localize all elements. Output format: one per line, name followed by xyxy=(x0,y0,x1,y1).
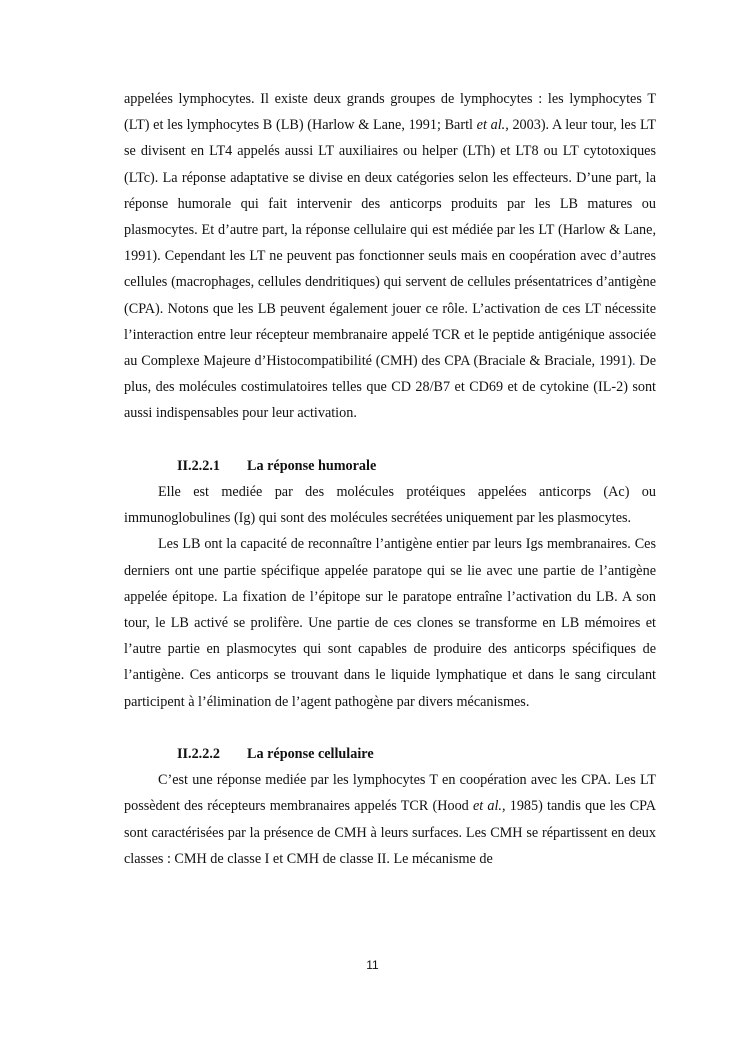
text-run: appelées lymphocytes. Il existe deux grands groupes de lymphocytes : les lymphocytes T (LT) et les lymphocytes B (LB) (Harlow & Lane, 1991; Bartl xyxy=(124,91,656,134)
section-heading-humorale xyxy=(124,453,656,479)
paragraph-humorale-2: Les LB ont la capacité de reconnaître l’antigène entier par leurs Igs membranaires. Ces derniers ont une partie spécifique appelée paratope qui se lie avec une partie de l’antigène appelée épitope. La fixation de l’épitope sur le paratope entraîne l’activation du LB. A son tour, le LB activé se prolifère. Une partie de ces clones se transforme en LB mémoires et l’autre partie en plasmocytes qui sont capables de produire des anticorps spécifiques de l’antigène. Ces anticorps se trouvant dans le liquide lymphatique et dans le sang circulant participent à l’élimination de l’agent pathogène par divers mécanismes. xyxy=(124,536,656,710)
section-title: La réponse humorale xyxy=(247,457,377,474)
text-run: C’est une réponse mediée par les lymphocytes T en coopération avec les CPA. Les LT possèdent des récepteurs membranaires appelés TCR (Hood xyxy=(124,772,656,815)
page-number: 11 xyxy=(366,958,379,972)
document-body xyxy=(124,86,656,872)
spacer xyxy=(124,427,656,453)
text-run: , 1985) tandis que les CPA sont caractérisées par la présence de CMH à leurs surfaces. Les CMH se répartissent en deux classes : CMH de classe I et CMH de classe II. Le mécanisme de xyxy=(124,798,656,867)
section-title: La réponse cellulaire xyxy=(247,746,374,763)
paragraph-humorale-1: Elle est mediée par des molécules protéiques appelées anticorps (Ac) ou immunoglobulines (Ig) qui sont des molécules secrétées uniquement par les plasmocytes. xyxy=(124,484,656,527)
spacer xyxy=(124,715,656,741)
paragraph-lymphocytes xyxy=(124,86,656,427)
paragraph-cellulaire-1 xyxy=(124,767,656,872)
italic-citation: et al. xyxy=(476,117,506,134)
italic-citation: et al. xyxy=(472,798,502,815)
section-number: II.2.2.2 xyxy=(177,746,220,763)
text-run: De plus, des molécules costimulatoires telles que CD 28/B7 et CD69 et de cytokine (IL-2) sont aussi indispensables pour leur activation. xyxy=(124,353,656,422)
text-run: , 2003). A leur tour, les LT se divisent en LT4 appelés aussi LT auxiliaires ou helper (LTh) et LT8 ou LT cytotoxiques (LTc). La réponse adaptative se divise en deux catégories selon les effecteurs. D’une part, la réponse humorale qui fait intervenir des anticorps produits par les LB matures ou plasmocytes. Et d’autre part, la réponse cellulaire qui est médiée par les LT (Harlow & Lane, 1991). Cependant les LT ne peuvent pas fonctionner seuls mais en coopération avec d’autres cellules (macrophages, cellules dendritiques) qui servent de cellules présentatrices d’antigène (CPA). Notons que les LB peuvent également jouer ce rôle. L’activation de ces LT nécessite l’interaction entre leur récepteur membranaire appelé TCR et le peptide antigénique associée au Complexe Majeure d’Histocompatibilité (CMH) des CPA (Braciale & Braciale, 1991) xyxy=(124,117,656,370)
section-heading-cellulaire xyxy=(124,741,656,767)
text-run: . xyxy=(632,353,636,370)
section-number: II.2.2.1 xyxy=(177,457,220,474)
